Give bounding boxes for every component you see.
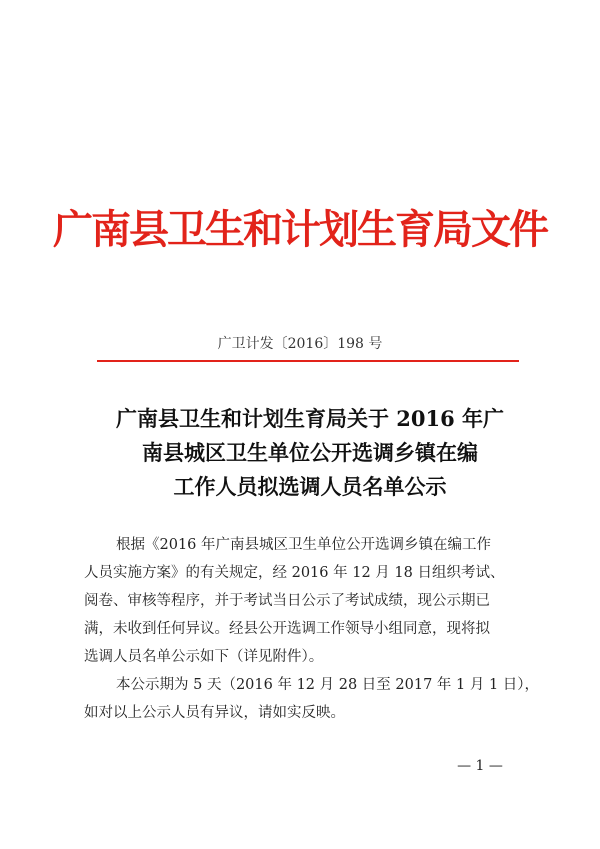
page-number: — 1 — — [457, 758, 503, 774]
document-body — [84, 531, 544, 727]
title-line-3: 工作人员拟选调人员名单公示 — [173, 474, 447, 499]
paragraph-2-line: 本公示期为 5 天（2016 年 12 月 28 日至 2017 年 1 月 1 日）， — [116, 677, 540, 693]
document-number: 广卫计发〔2016〕198 号 — [217, 336, 383, 352]
document-title — [100, 402, 520, 504]
paragraph-1-line: 满，未收到任何异议。经县公开选调工作领导小组同意，现将拟 — [84, 621, 490, 637]
paragraph-1-line: 选调人员名单公示如下（详见附件）。 — [84, 649, 324, 665]
title-line-2: 南县城区卫生单位公开选调乡镇在编 — [142, 440, 478, 465]
paragraph-1-line: 人员实施方案》的有关规定，经 2016 年 12 月 18 日组织考试、 — [84, 565, 505, 581]
paragraph-2-line: 如对以上公示人员有异议，请如实反映。 — [84, 705, 345, 721]
paragraph-1-line: 阅卷、审核等程序，并于考试当日公示了考试成绩，现公示期已 — [84, 593, 490, 609]
masthead-title: 广南县卫生和计划生育局文件 — [53, 207, 547, 253]
title-line-1: 广南县卫生和计划生育局关于 2016 年广 — [115, 406, 505, 431]
red-divider-line — [97, 360, 519, 362]
paragraph-1-line: 根据《2016 年广南县城区卫生单位公开选调乡镇在编工作 — [116, 537, 492, 553]
